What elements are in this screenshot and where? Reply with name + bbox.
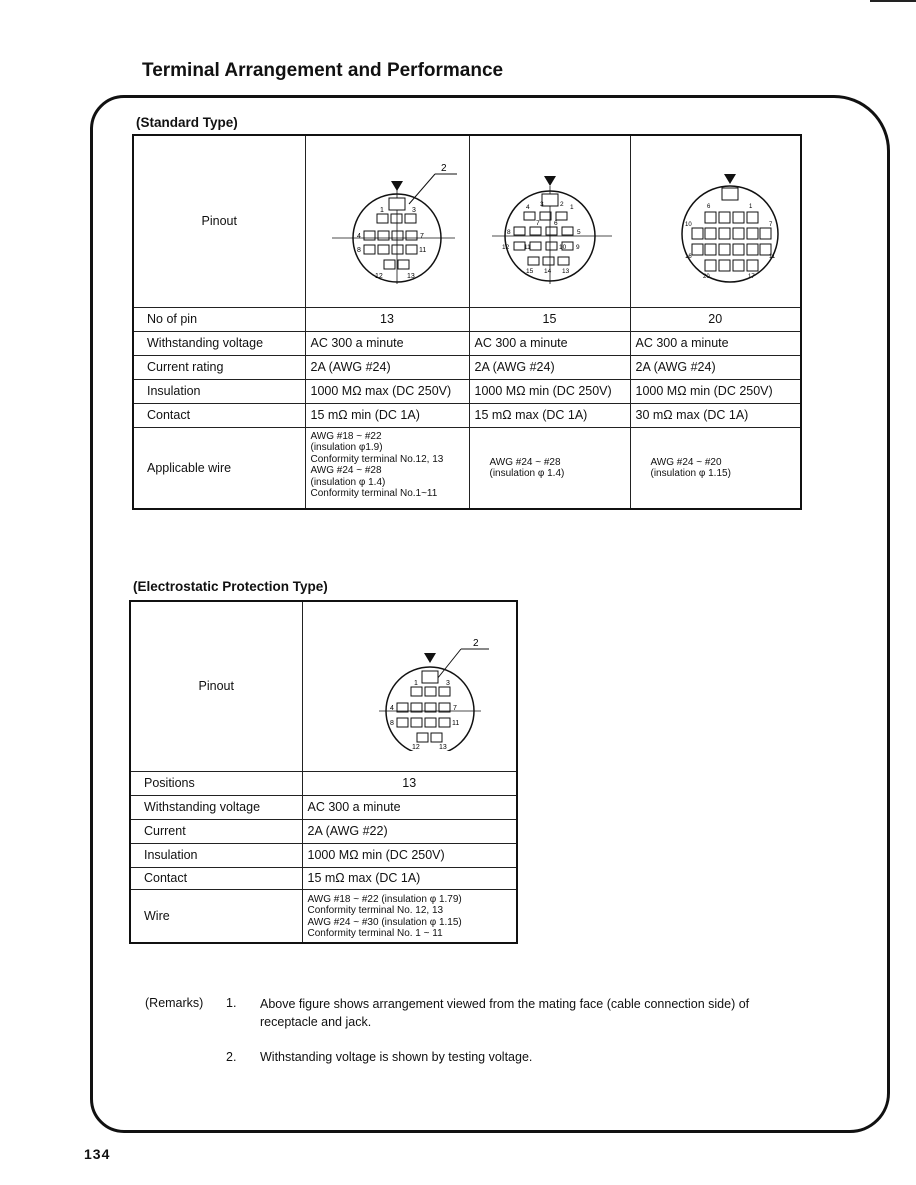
electrostatic-spec-table bbox=[129, 600, 518, 944]
pin-label: 7 bbox=[453, 705, 458, 713]
cell-value: 15 mΩ max (DC 1A) bbox=[302, 867, 517, 889]
pinout-20-cell bbox=[630, 135, 801, 307]
row-current-rating bbox=[133, 355, 801, 379]
row-withstanding-voltage bbox=[130, 795, 517, 819]
pin-label: 13 bbox=[439, 744, 448, 752]
pinout-15-diagram bbox=[480, 156, 620, 286]
pin-label: 10 bbox=[685, 222, 692, 229]
pin-label: 14 bbox=[543, 268, 551, 276]
row-label: Insulation bbox=[130, 843, 302, 867]
standard-spec-table bbox=[132, 134, 802, 510]
wire-line: AWG #24 ~ #30 (insulation φ 1.15) bbox=[307, 916, 462, 928]
pin-label: 20 bbox=[703, 274, 710, 281]
pin-label: 4 bbox=[390, 705, 395, 713]
pin-label: 17 bbox=[748, 274, 755, 281]
cell-value: 1000 MΩ max (DC 250V) bbox=[305, 379, 469, 403]
callout-label: 2 bbox=[441, 163, 447, 175]
electrostatic-heading: (Electrostatic Protection Type) bbox=[133, 579, 328, 594]
row-insulation bbox=[130, 843, 517, 867]
row-label: Insulation bbox=[133, 379, 305, 403]
remark-number: 2. bbox=[226, 1050, 237, 1064]
pin-label: 6 bbox=[553, 220, 558, 228]
row-label: Current rating bbox=[133, 355, 305, 379]
pinout-13-cell bbox=[305, 135, 469, 307]
remark-text: Withstanding voltage is shown by testing voltage. bbox=[260, 1050, 533, 1064]
pin-label: 9 bbox=[575, 244, 580, 252]
wire-line: (insulation φ 1.4) bbox=[310, 476, 386, 488]
cell-value: 2A (AWG #24) bbox=[305, 355, 469, 379]
wire-line: (insulation φ 1.4) bbox=[489, 467, 565, 479]
page-title: Terminal Arrangement and Performance bbox=[142, 60, 504, 81]
pin-label: 2 bbox=[559, 201, 564, 209]
row-label: No of pin bbox=[133, 307, 305, 331]
row-label: Positions bbox=[130, 771, 302, 795]
row-label: Contact bbox=[133, 403, 305, 427]
pin-label: 8 bbox=[506, 229, 511, 237]
cell-value: 13 bbox=[305, 307, 469, 331]
row-withstanding-voltage bbox=[133, 331, 801, 355]
page-number: 134 bbox=[84, 1146, 111, 1162]
pin-label: 1 bbox=[414, 680, 419, 688]
wire-cell-20 bbox=[630, 427, 801, 509]
pin-label: 1 bbox=[569, 204, 574, 212]
wire-cell-13 bbox=[305, 427, 469, 509]
row-no-of-pin bbox=[133, 307, 801, 331]
cell-value: 1000 MΩ min (DC 250V) bbox=[469, 379, 630, 403]
wire-line: Conformity terminal No. 12, 13 bbox=[307, 905, 444, 917]
pin-label: 16 bbox=[685, 254, 692, 261]
row-contact bbox=[130, 867, 517, 889]
pin-label: 8 bbox=[390, 720, 395, 728]
pin-label: 13 bbox=[407, 273, 415, 281]
pin-label: 8 bbox=[357, 247, 361, 255]
pin-label: 13 bbox=[561, 268, 569, 276]
remark-number: 1. bbox=[226, 996, 237, 1010]
row-label: Contact bbox=[130, 867, 302, 889]
key-arrow-icon bbox=[724, 174, 736, 184]
pinout-13-diagram bbox=[317, 156, 457, 286]
cell-value: AC 300 a minute bbox=[630, 331, 801, 355]
pin-label: 3 bbox=[539, 201, 544, 209]
remark-text: receptacle and jack. bbox=[260, 1015, 372, 1029]
row-positions bbox=[130, 771, 517, 795]
pin-label: 7 bbox=[420, 233, 424, 241]
pin-label: 11 bbox=[452, 720, 460, 728]
cell-value: 1000 MΩ min (DC 250V) bbox=[302, 843, 517, 867]
cell-value: AC 300 a minute bbox=[305, 331, 469, 355]
pin-label: 12 bbox=[501, 244, 509, 252]
row-label: Applicable wire bbox=[133, 427, 305, 509]
wire-line: Conformity terminal No.1~11 bbox=[310, 488, 438, 499]
row-label: Wire bbox=[130, 889, 302, 943]
wire-cell-15 bbox=[469, 427, 630, 509]
cell-value: 2A (AWG #24) bbox=[630, 355, 801, 379]
wire-line: AWG #24 ~ #28 bbox=[310, 465, 382, 476]
wire-line: AWG #18 ~ #22 (insulation φ 1.79) bbox=[307, 893, 462, 905]
pin-label: 11 bbox=[419, 247, 427, 255]
wire-line: AWG #24 ~ #20 bbox=[650, 456, 722, 468]
pin-label: 3 bbox=[412, 207, 416, 215]
pin-label: 3 bbox=[446, 680, 451, 688]
row-wire bbox=[130, 889, 517, 943]
row-label: Withstanding voltage bbox=[130, 795, 302, 819]
remark-text: Above figure shows arrangement viewed from the mating face (cable connection side) of bbox=[260, 997, 750, 1011]
row-label: Current bbox=[130, 819, 302, 843]
row-insulation bbox=[133, 379, 801, 403]
wire-line: (insulation φ 1.15) bbox=[650, 467, 731, 479]
pinout-row bbox=[133, 135, 801, 307]
pinout-esd-cell bbox=[302, 601, 517, 771]
pinout-20-diagram bbox=[645, 156, 785, 286]
cell-value: 20 bbox=[630, 307, 801, 331]
pin-label: 12 bbox=[375, 273, 383, 281]
wire-line: Conformity terminal No. 1 ~ 11 bbox=[307, 928, 443, 940]
pin-label: 4 bbox=[525, 204, 530, 212]
corner-mark bbox=[870, 0, 916, 2]
row-applicable-wire bbox=[133, 427, 801, 509]
pinout-15-cell bbox=[469, 135, 630, 307]
key-arrow-icon bbox=[544, 176, 556, 186]
pin-label: 15 bbox=[525, 268, 533, 276]
cell-value: 1000 MΩ min (DC 250V) bbox=[630, 379, 801, 403]
cell-value: 15 mΩ min (DC 1A) bbox=[305, 403, 469, 427]
wire-line: AWG #18 ~ #22 bbox=[310, 430, 382, 442]
remarks-label: (Remarks) bbox=[145, 996, 204, 1010]
pin-label: 7 bbox=[769, 222, 773, 229]
callout-label: 2 bbox=[473, 638, 479, 650]
pin-label: 10 bbox=[558, 244, 566, 252]
cell-value: 2A (AWG #24) bbox=[469, 355, 630, 379]
wire-line: Conformity terminal No.12, 13 bbox=[310, 453, 444, 465]
pin-label: 1 bbox=[380, 207, 384, 215]
wire-line: (insulation φ1.9) bbox=[310, 442, 383, 453]
cell-value: 15 bbox=[469, 307, 630, 331]
pin-label: 4 bbox=[357, 233, 361, 241]
pinout-label: Pinout bbox=[130, 601, 302, 771]
pin-label: 7 bbox=[535, 220, 540, 228]
pin-label: 5 bbox=[576, 229, 581, 237]
pinout-row bbox=[130, 601, 517, 771]
wire-line: AWG #24 ~ #28 bbox=[489, 456, 561, 468]
cell-value: 30 mΩ max (DC 1A) bbox=[630, 403, 801, 427]
row-label: Withstanding voltage bbox=[133, 331, 305, 355]
pin-label: 11 bbox=[769, 254, 776, 261]
key-arrow-icon bbox=[424, 653, 436, 663]
cell-value: 2A (AWG #22) bbox=[302, 819, 517, 843]
cell-value: AC 300 a minute bbox=[469, 331, 630, 355]
cell-value: 13 bbox=[302, 771, 517, 795]
standard-heading: (Standard Type) bbox=[136, 115, 238, 130]
cell-value: 15 mΩ max (DC 1A) bbox=[469, 403, 630, 427]
pinout-esd-diagram bbox=[329, 621, 489, 751]
pin-label: 11 bbox=[523, 244, 531, 252]
pin-label: 12 bbox=[412, 744, 421, 752]
wire-cell bbox=[302, 889, 517, 943]
cell-value: AC 300 a minute bbox=[302, 795, 517, 819]
row-contact bbox=[133, 403, 801, 427]
pinout-label: Pinout bbox=[133, 135, 305, 307]
pin-label: 6 bbox=[707, 204, 711, 211]
pin-label: 1 bbox=[749, 204, 753, 211]
row-current bbox=[130, 819, 517, 843]
